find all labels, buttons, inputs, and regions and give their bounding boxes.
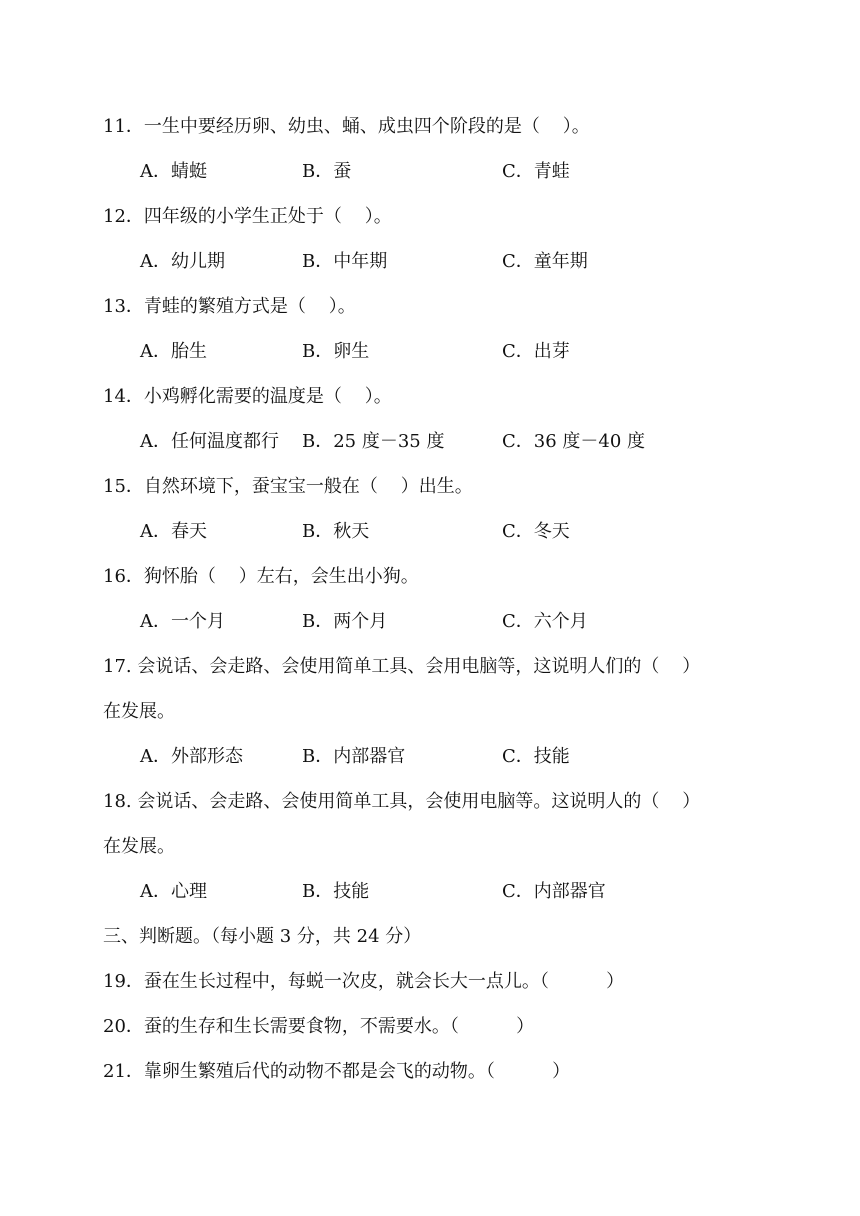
question-13-option-c: C．出芽: [502, 341, 570, 362]
question-16-option-a: A．一个月: [140, 611, 225, 632]
question-13-stem: 13．青蛙的繁殖方式是（ ）。: [103, 296, 356, 317]
question-17-stem: 17. 会说话、会走路、会使用简单工具、会用电脑等，这说明人们的（ ）: [103, 656, 701, 677]
question-12-option-c: C．童年期: [502, 251, 588, 272]
question-11-option-a: A．蜻蜓: [140, 161, 207, 182]
question-18-option-a: A．心理: [140, 881, 207, 902]
question-16-option-c: C．六个月: [502, 611, 588, 632]
question-17-stem-continued: 在发展。: [103, 701, 175, 722]
question-15-option-a: A．春天: [140, 521, 207, 542]
question-12-option-a: A．幼儿期: [140, 251, 225, 272]
section-3-heading: 三、判断题。（每小题 3 分，共 24 分）: [103, 926, 422, 947]
question-11-option-c: C．青蛙: [502, 161, 570, 182]
question-18-option-b: B．技能: [302, 881, 370, 902]
question-18-stem-continued: 在发展。: [103, 836, 175, 857]
question-15-stem: 15．自然环境下，蚕宝宝一般在（ ）出生。: [103, 476, 473, 497]
question-14-option-b: B．25 度－35 度: [302, 431, 445, 452]
question-11-option-b: B．蚕: [302, 161, 352, 182]
question-15-option-b: B．秋天: [302, 521, 370, 542]
question-17-option-c: C．技能: [502, 746, 570, 767]
question-17-option-b: B．内部器官: [302, 746, 406, 767]
question-12-option-b: B．中年期: [302, 251, 388, 272]
question-16-stem: 16．狗怀胎（ ）左右，会生出小狗。: [103, 566, 419, 587]
question-13-option-b: B．卵生: [302, 341, 370, 362]
question-13-option-a: A．胎生: [140, 341, 207, 362]
question-18-option-c: C．内部器官: [502, 881, 606, 902]
question-18-stem: 18. 会说话、会走路、会使用简单工具，会使用电脑等。这说明人的（ ）: [103, 791, 701, 812]
question-17-option-a: A．外部形态: [140, 746, 243, 767]
question-14-option-c: C．36 度－40 度: [502, 431, 646, 452]
question-21-stem: 21．靠卵生繁殖后代的动物不都是会飞的动物。（ ）: [103, 1061, 571, 1082]
question-12-stem: 12．四年级的小学生正处于（ ）。: [103, 206, 392, 227]
question-16-option-b: B．两个月: [302, 611, 388, 632]
question-20-stem: 20．蚕的生存和生长需要食物，不需要水。（ ）: [103, 1016, 535, 1037]
question-15-option-c: C．冬天: [502, 521, 570, 542]
question-19-stem: 19．蚕在生长过程中，每蜕一次皮，就会长大一点儿。（ ）: [103, 971, 625, 992]
question-14-stem: 14．小鸡孵化需要的温度是（ ）。: [103, 386, 392, 407]
question-14-option-a: A．任何温度都行: [140, 431, 279, 452]
question-11-stem: 11．一生中要经历卵、幼虫、蛹、成虫四个阶段的是（ ）。: [103, 116, 590, 137]
